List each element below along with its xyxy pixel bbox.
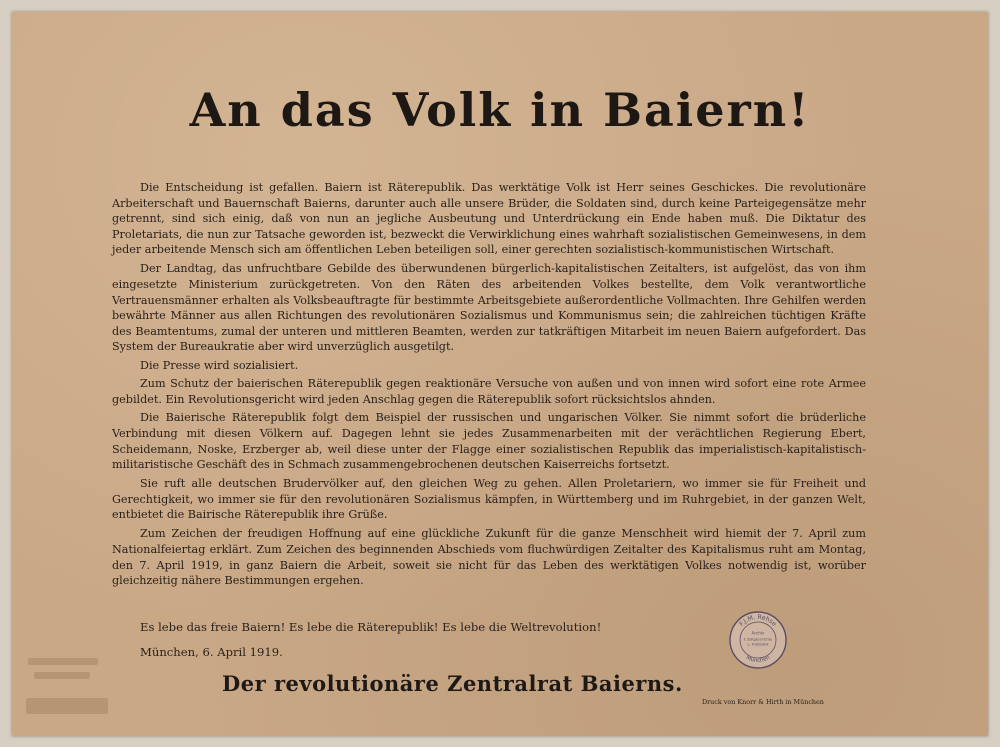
signature: Der revolutionäre Zentralrat Baierns. [222, 671, 683, 696]
paragraph-6: Sie ruft alle deutschen Brudervölker auf, den gleichen Weg zu gehen. Allen Proletariern, wo immer sie für Freiheit und Gerechtigkeit, wo immer sie für den revolutionären Sozialismus kämpfen, in Württemberg und im Ruhrgebiet, in der ganzen Welt, entbietet die Bairische Räterepublik ihre Grüße. [112, 477, 866, 522]
paragraph-5: Die Baierische Räterepublik folgt dem Beispiel der russischen und ungarischen Völker. Sie nimmt sofort die brüderliche Verbindung mit diesen Völkern auf. Dagegen lehnt sie jedes Zusammenarbeiten mit der verächtlichen Regierung Ebert, Scheidemann, Noske, Erzberger ab, weil diese unter der Flagge einer sozialistischen Republik das imperialistisch-kapitalistisch-militaristische Geschäft des in Schmach zusammengebrochenen deutschen Kaiserreichs fortsetzt. [112, 411, 866, 472]
closing-slogans: Es lebe das freie Baiern! Es lebe die Räterepublik! Es lebe die Weltrevolution! [140, 620, 602, 634]
poster-title: An das Volk in Baiern! [189, 83, 811, 137]
dateline: München, 6. April 1919. [140, 645, 283, 659]
stamp-top-text: F.J.M. Rehse [738, 613, 778, 628]
paragraph-2: Der Landtag, das unfruchtbare Gebilde des überwundenen bürgerlich-kapitalistischen Zeitalters, ist aufgelöst, das von ihm eingesetzte Ministerium zurückgetreten. Von den Räten des arbeitenden Volkes bestellte, dem Volk verantwortliche Vertrauensmänner erhalten als Volksbeauftragte für bestimmte Arbeitsgebiete außerordentliche Vollmachten. Ihre Gehilfen werden bewährte Männer aus allen Richtungen des revolutionären Sozialismus und Kommunismus sein; die zahlreichen tüchtigen Kräfte des Beamtentums, zumal der unteren und mittleren Beamten, werden zur tatkräftigen Mitarbeit im neuen Baiern aufgefordert. Das System der Bureaukratie aber wird unverzüglich ausgetilgt. [112, 262, 866, 354]
paragraph-1: Die Entscheidung ist gefallen. Baiern ist Räterepublik. Das werktätige Volk ist Herr seines Geschickes. Die revolutionäre Arbeiterschaft und Bauernschaft Baierns, darunter auch alle unsere Brüder, die Soldaten sind, durch keine Parteigegensätze mehr getrennt, sind sich einig, daß von nun an jegliche Ausbeutung und Unterdrückung ein Ende haben muß. Die Diktatur des Proletariats, die nun zur Tatsache geworden ist, bezweckt die Verwirklichung eines wahrhaft sozialistischen Gemeinwesens, in dem jeder arbeitende Mensch sich am öffentlichen Leben beteiligen soll, einer gerechten sozialistisch-kommunistischen Wirtschaft. [112, 181, 866, 257]
stamp-line-3: u. Publizistik [747, 642, 769, 647]
archive-stamp [728, 610, 788, 670]
poster-body [112, 180, 866, 592]
poster-sheet [12, 12, 988, 736]
paragraph-3: Die Presse wird sozialisiert. [140, 359, 299, 373]
stamp-line-1: Archiv [751, 630, 765, 636]
stamp-bottom-text: München [744, 654, 772, 665]
paragraph-7: Zum Zeichen der freudigen Hoffnung auf eine glückliche Zukunft für die ganze Menschheit wird hiemit der 7. April zum Nationalfeiertag erklärt. Zum Zeichen des beginnenden Abschieds vom fluchwürdigen Zeitalter des Kapitalismus ruht am Montag, den 7. April 1919, in ganz Baiern die Arbeit, soweit sie nicht für das Leben des werktätigen Volkes notwendig ist, worüber gleichzeitig nähere Bestimmungen ergehen. [112, 527, 866, 588]
faded-archive-marks [24, 652, 114, 722]
printer-imprint: Druck von Knorr & Hirth in München [702, 698, 824, 706]
paragraph-4: Zum Schutz der baierischen Räterepublik gegen reaktionäre Versuche von außen und von innen wird sofort eine rote Armee gebildet. Ein Revolutionsgericht wird jeden Anschlag gegen die Räterepublik sofort rücksichtslos ahnden. [112, 376, 866, 406]
stamp-line-2: f. Zeitgeschichte [743, 637, 773, 642]
